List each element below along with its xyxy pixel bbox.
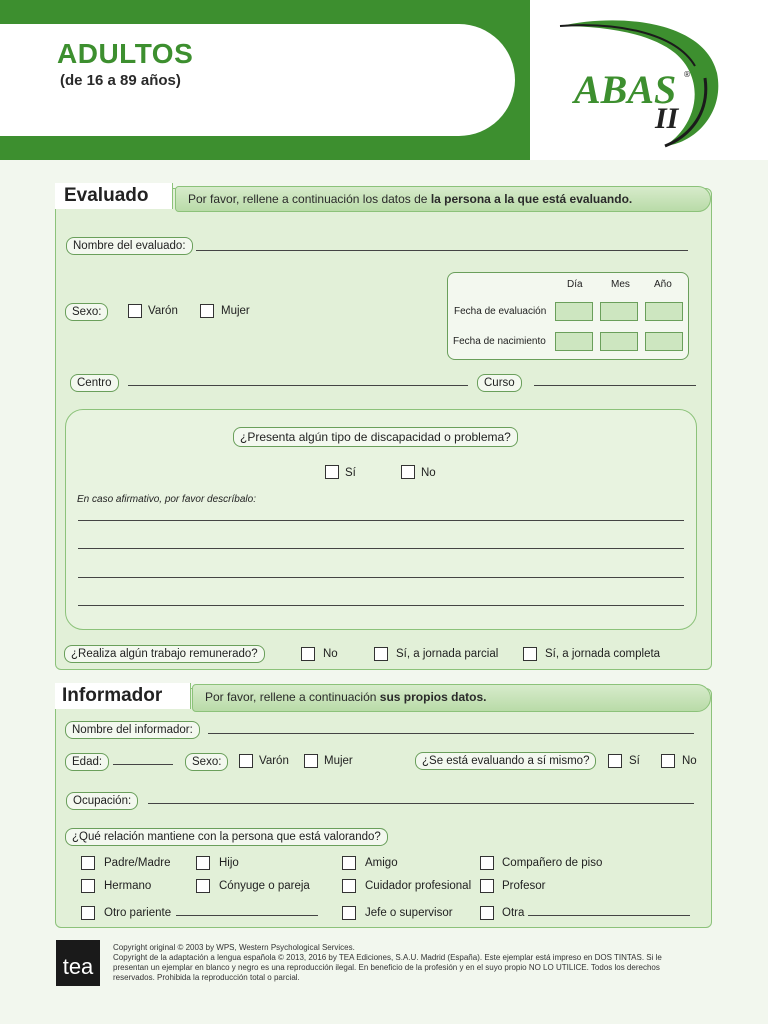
informador-title: Informador: [62, 685, 163, 706]
profesor-label: Profesor: [502, 880, 546, 892]
discapacidad-si-checkbox[interactable]: [325, 465, 339, 479]
padre-checkbox[interactable]: [81, 856, 95, 870]
copyright-line-1: Copyright original © 2003 by WPS, Western Psychological Services.: [113, 943, 355, 952]
informador-banner: [192, 684, 711, 712]
otra-label: Otra: [502, 907, 525, 919]
varon-checkbox[interactable]: [128, 304, 142, 318]
sexo-informador-label: Sexo:: [185, 753, 228, 771]
fecha-nacimiento-dia[interactable]: [555, 332, 593, 351]
trabajo-completa-checkbox[interactable]: [523, 647, 537, 661]
cuidador-checkbox[interactable]: [342, 879, 356, 893]
self-si-label: Sí: [629, 755, 640, 767]
informador-mujer-checkbox[interactable]: [304, 754, 318, 768]
fecha-nacimiento-label: Fecha de nacimiento: [453, 336, 546, 347]
self-si-checkbox[interactable]: [608, 754, 622, 768]
discapacidad-si-label: Sí: [345, 467, 356, 479]
describalo-line-3[interactable]: [78, 577, 684, 578]
self-evaluation-question: ¿Se está evaluando a sí mismo?: [415, 752, 596, 770]
companero-label: Compañero de piso: [502, 857, 603, 869]
evaluado-banner: [175, 186, 711, 212]
informador-varon-label: Varón: [259, 755, 289, 767]
describalo-line-1[interactable]: [78, 520, 684, 521]
ocupacion-field[interactable]: [148, 803, 694, 804]
describalo-label: En caso afirmativo, por favor descríbalo:: [77, 494, 256, 505]
copyright-line-3: presentan un ejemplar en blanco y negro es una reproducción ilegal. En beneficio de la profesión y en el suyo propio NO LO UTILICE. Todos los derechos: [113, 963, 660, 972]
tea-logo: tea: [56, 940, 100, 986]
otro-pariente-field[interactable]: [176, 915, 318, 916]
mujer-checkbox[interactable]: [200, 304, 214, 318]
nombre-evaluado-field[interactable]: [196, 250, 688, 251]
fecha-evaluacion-label: Fecha de evaluación: [454, 306, 547, 317]
discapacidad-no-checkbox[interactable]: [401, 465, 415, 479]
self-no-checkbox[interactable]: [661, 754, 675, 768]
padre-label: Padre/Madre: [104, 857, 171, 869]
hermano-label: Hermano: [104, 880, 152, 892]
mujer-label: Mujer: [221, 305, 250, 317]
hermano-checkbox[interactable]: [81, 879, 95, 893]
hijo-label: Hijo: [219, 857, 239, 869]
informador-banner-bold: sus propios datos.: [379, 690, 487, 704]
cuidador-label: Cuidador profesional: [365, 880, 472, 892]
otra-field[interactable]: [528, 915, 690, 916]
trabajo-question: ¿Realiza algún trabajo remunerado?: [64, 645, 265, 663]
abas-logo-text: ABAS: [574, 67, 677, 112]
edad-field[interactable]: [113, 764, 173, 765]
page-subtitle: (de 16 a 89 años): [60, 72, 181, 89]
trabajo-completa-label: Sí, a jornada completa: [545, 648, 661, 660]
page-title: ADULTOS: [57, 38, 194, 69]
fecha-evaluacion-ano[interactable]: [645, 302, 683, 321]
evaluado-banner-bold: la persona a la que está evaluando.: [430, 192, 633, 206]
centro-label: Centro: [70, 374, 119, 392]
curso-label: Curso: [477, 374, 522, 392]
informador-varon-checkbox[interactable]: [239, 754, 253, 768]
abas-logo-registered: ®: [683, 70, 691, 79]
copyright-line-4: reservados. Prohibida la reproducción total o parcial.: [113, 973, 300, 982]
abas-logo-roman-numeral: II: [655, 102, 679, 135]
sexo-evaluado-label: Sexo:: [65, 303, 108, 321]
trabajo-no-label: No: [323, 648, 338, 660]
copyright-line-2: Copyright de la adaptación a lengua española © 2013, 2016 by TEA Ediciones, S.A.U. Madrid (España). Este ejemplar está impreso en DOS TINTAS. Si le: [113, 953, 662, 962]
varon-label: Varón: [148, 305, 178, 317]
nombre-informador-label: Nombre del informador:: [65, 721, 200, 739]
amigo-checkbox[interactable]: [342, 856, 356, 870]
describalo-line-4[interactable]: [78, 605, 684, 606]
hijo-checkbox[interactable]: [196, 856, 210, 870]
conyuge-label: Cónyuge o pareja: [219, 880, 310, 892]
fecha-evaluacion-dia[interactable]: [555, 302, 593, 321]
otro-pariente-label: Otro pariente: [104, 907, 172, 919]
companero-checkbox[interactable]: [480, 856, 494, 870]
fecha-nacimiento-mes[interactable]: [600, 332, 638, 351]
dia-header: Día: [567, 279, 583, 290]
trabajo-parcial-label: Sí, a jornada parcial: [396, 648, 499, 660]
otro-pariente-checkbox[interactable]: [81, 906, 95, 920]
discapacidad-question: ¿Presenta algún tipo de discapacidad o problema?: [233, 427, 518, 447]
mes-header: Mes: [611, 279, 630, 290]
self-no-label: No: [682, 755, 697, 767]
amigo-label: Amigo: [365, 857, 398, 869]
otra-checkbox[interactable]: [480, 906, 494, 920]
jefe-checkbox[interactable]: [342, 906, 356, 920]
ocupacion-label: Ocupación:: [66, 792, 138, 810]
describalo-line-2[interactable]: [78, 548, 684, 549]
nombre-informador-field[interactable]: [208, 733, 694, 734]
trabajo-no-checkbox[interactable]: [301, 647, 315, 661]
evaluado-banner-text: Por favor, rellene a continuación los datos de: [188, 192, 431, 206]
discapacidad-no-label: No: [421, 467, 436, 479]
copyright-footer: [113, 943, 713, 983]
trabajo-parcial-checkbox[interactable]: [374, 647, 388, 661]
informador-mujer-label: Mujer: [324, 755, 353, 767]
jefe-label: Jefe o supervisor: [365, 907, 453, 919]
profesor-checkbox[interactable]: [480, 879, 494, 893]
conyuge-checkbox[interactable]: [196, 879, 210, 893]
evaluado-title: Evaluado: [64, 185, 149, 206]
centro-field[interactable]: [128, 385, 468, 386]
fecha-evaluacion-mes[interactable]: [600, 302, 638, 321]
curso-field[interactable]: [534, 385, 696, 386]
ano-header: Año: [654, 279, 672, 290]
relacion-question: ¿Qué relación mantiene con la persona que está valorando?: [65, 828, 388, 846]
edad-label: Edad:: [65, 753, 109, 771]
nombre-evaluado-label: Nombre del evaluado:: [66, 237, 193, 255]
fecha-nacimiento-ano[interactable]: [645, 332, 683, 351]
informador-banner-text: Por favor, rellene a continuación: [205, 690, 380, 704]
